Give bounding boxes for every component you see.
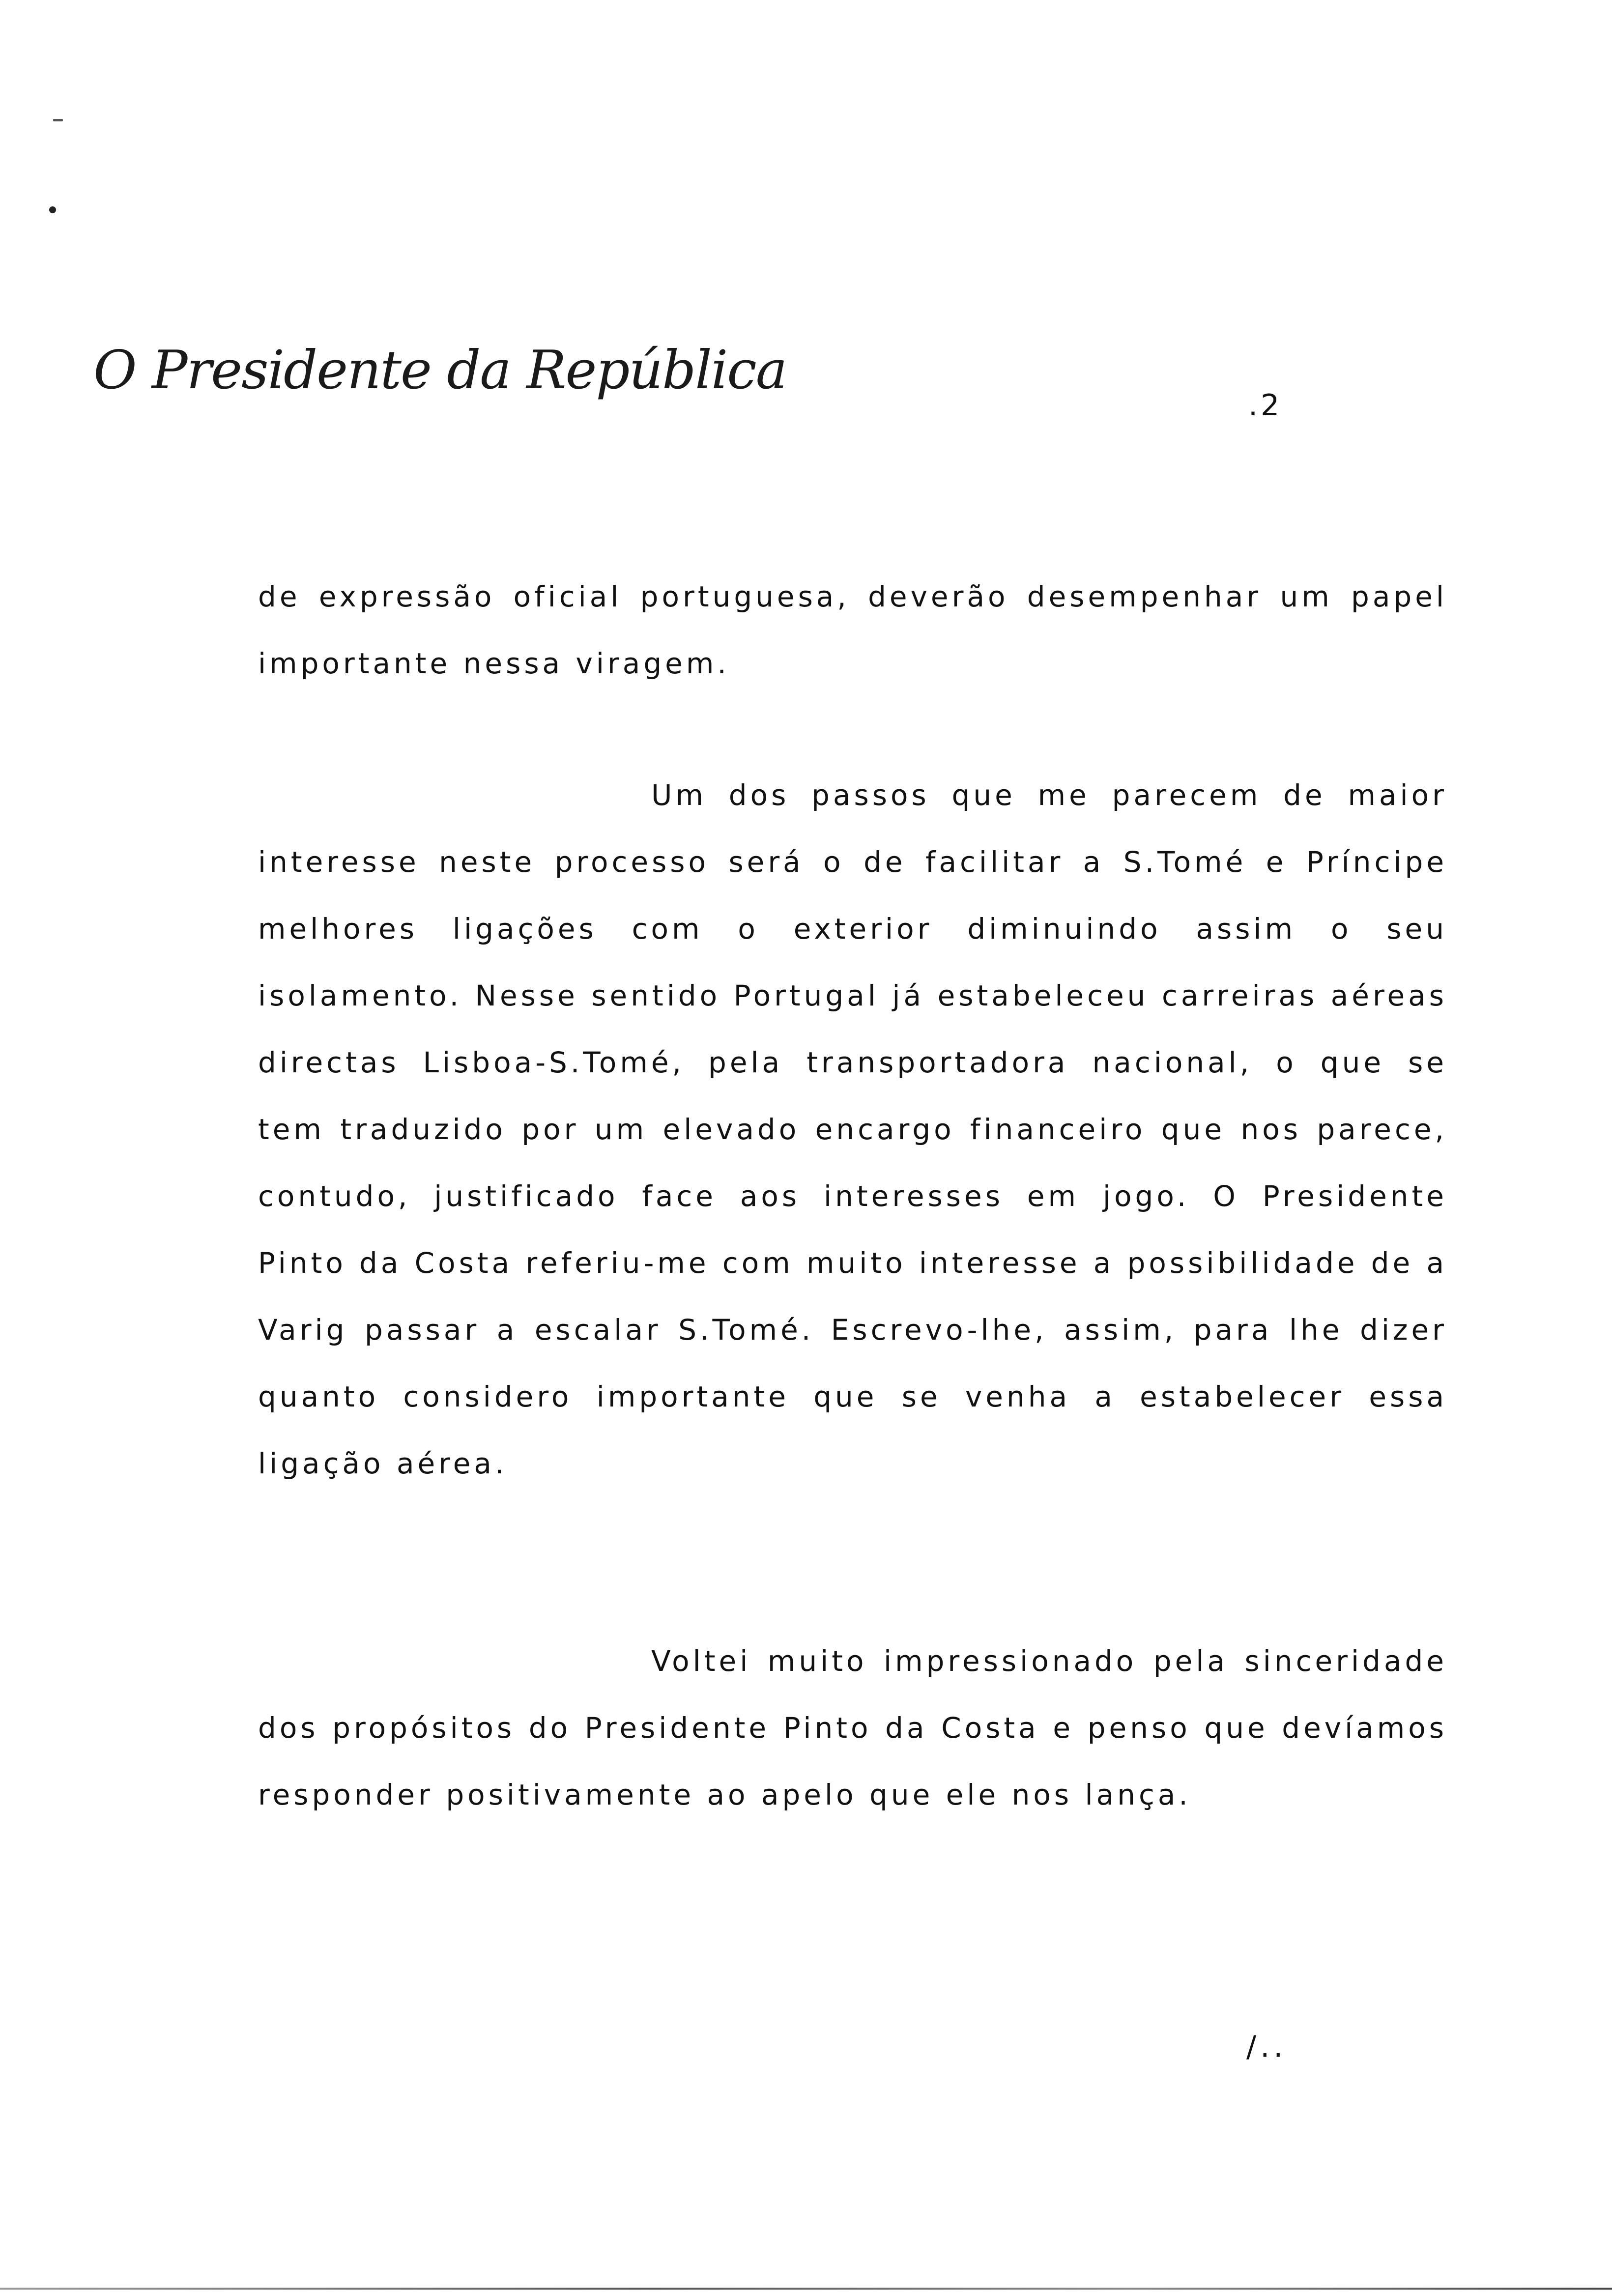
paragraph-1: de expressão oficial portuguesa, deverão desempenhar um papel importante nessa viragem. xyxy=(258,580,1447,680)
page-bottom-edge xyxy=(0,2288,1612,2290)
scan-mark-dash xyxy=(53,119,63,121)
paragraph-2: Um dos passos que me parecem de maior interesse neste processo será o de facilitar a S.Tomé e Príncipe melhores ligações com o exterior diminuindo assim o seu isolamento. Nesse sentido Portugal já estabeleceu carreiras aéreas directas Lisboa-S.Tomé, pela transportadora nacional, o que se tem traduzido por um elevado encargo financeiro que nos parece, contudo, justificado face aos interesses em jogo. O Presidente Pinto da Costa referiu-me com muito interesse a possibilidade de a Varig passar a escalar S.Tomé. Escrevo-lhe, assim, para lhe dizer quanto considero importante que se venha a estabelecer essa ligação aérea. xyxy=(258,778,1447,1480)
continuation-mark: /.. xyxy=(1246,2030,1287,2064)
paragraph-3: Voltei muito impressionado pela sinceridade dos propósitos do Presidente Pinto da Costa e penso que devíamos responder positivamente ao apelo que ele nos lança. xyxy=(258,1644,1447,1811)
letterhead: O Presidente da República xyxy=(93,340,787,401)
page-number: .2 xyxy=(1248,388,1283,423)
scan-mark-dot xyxy=(49,206,56,213)
